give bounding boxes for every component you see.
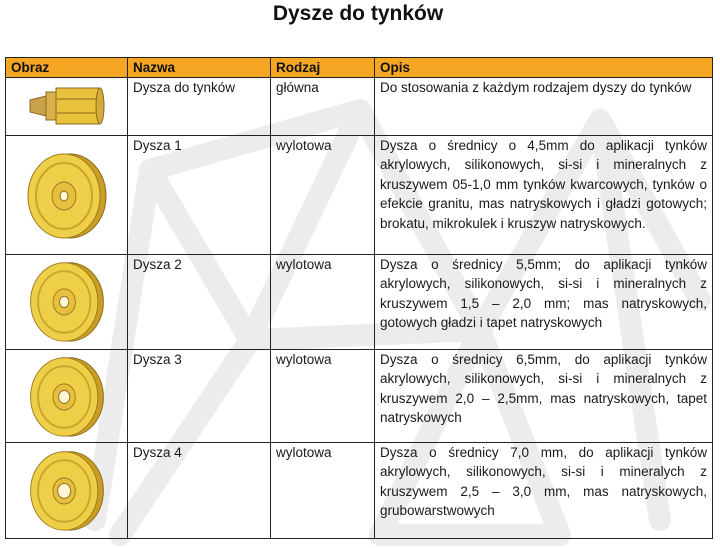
- table-row: [6, 443, 713, 539]
- table-row: [6, 136, 713, 255]
- description-cell: Dysza o średnicy 5,5mm; do aplikacji tynków akrylowych, silikonowych, si-si i mineralnych z kruszywem 1,5 – 2,0 mm; mas natryskowych, gotowych gładzi i tapet natryskowych: [375, 255, 713, 350]
- table-row: [6, 78, 713, 136]
- table-row: [6, 255, 713, 350]
- description-cell: Do stosowania z każdym rodzajem dyszy do tynków: [375, 78, 713, 136]
- page-title: Dysze do tynków: [272, 2, 444, 25]
- type-cell: główna: [271, 78, 375, 136]
- table-row: [6, 350, 713, 443]
- name-cell: Dysza do tynków: [128, 78, 271, 136]
- type-cell: wylotowa: [271, 255, 375, 350]
- type-cell: wylotowa: [271, 136, 375, 255]
- table-header-row: [6, 58, 713, 78]
- image-cell: [6, 443, 128, 539]
- nozzle-disc-icon: [25, 448, 109, 532]
- name-cell: Dysza 4: [128, 443, 271, 539]
- header-type: Rodzaj: [271, 58, 375, 78]
- nozzle-disc-icon: [25, 354, 109, 438]
- description-cell: Dysza o średnicy 7,0 mm, do aplikacji tynków akrylowych, silikonowych, si-si i mineralych z kruszywem 2,5 – 3,0 mm, mas natryskowych, grubowarstwowych: [375, 443, 713, 539]
- header-description: Opis: [375, 58, 713, 78]
- type-cell: wylotowa: [271, 350, 375, 443]
- nozzle-disc-icon: [22, 150, 112, 240]
- description-cell: Dysza o średnicy o 4,5mm do aplikacji tynków akrylowych, silikonowych, si-si i mineralnych z kruszywem 05-1,0 mm tynków kwarcowych, tynków o efekcie granitu, mas natryskowych i gładzi gotowych; brokatu, mikrokulek i kruszyw natryskowych.: [375, 136, 713, 255]
- image-cell: [6, 78, 128, 136]
- description-cell: Dysza o średnicy 6,5mm, do aplikacji tynków akrylowych, silikonowych, si-si i mineralnych z kruszywem 2,0 – 2,5mm, mas natryskowych, tapet natryskowych: [375, 350, 713, 443]
- header-name: Nazwa: [128, 58, 271, 78]
- nozzle-table: [5, 57, 713, 539]
- name-cell: Dysza 1: [128, 136, 271, 255]
- type-cell: wylotowa: [271, 443, 375, 539]
- image-cell: [6, 350, 128, 443]
- name-cell: Dysza 3: [128, 350, 271, 443]
- header-image: Obraz: [6, 58, 128, 78]
- image-cell: [6, 255, 128, 350]
- name-cell: Dysza 2: [128, 255, 271, 350]
- nozzle-body-icon: [26, 82, 108, 132]
- nozzle-disc-icon: [25, 259, 109, 343]
- image-cell: [6, 136, 128, 255]
